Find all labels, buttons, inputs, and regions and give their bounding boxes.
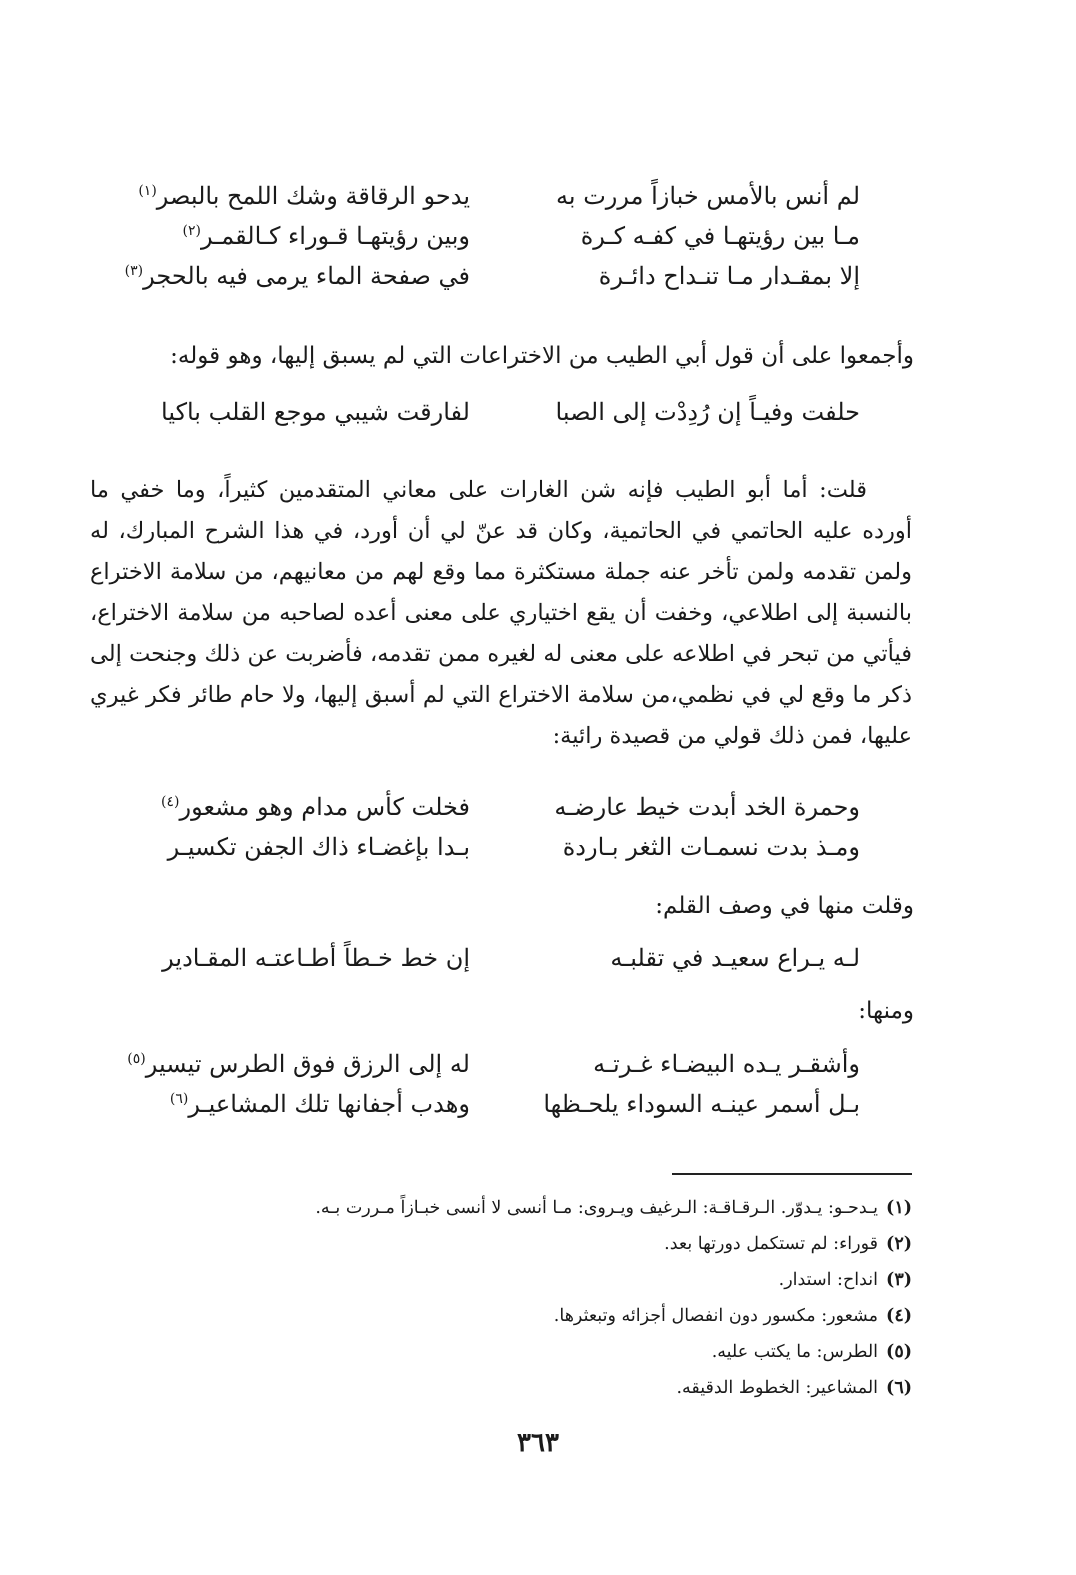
- footnote-ref[interactable]: (١): [138, 183, 157, 199]
- hemistich-text: وبين رؤيتهـا قـوراء كـالقمـر: [201, 222, 470, 250]
- hemistich-text: وهدب أجفانها تلك المشاعيـر: [188, 1090, 470, 1118]
- verse-first-hemistich: لم أنس بالأمس خبازاً مررت به: [556, 182, 860, 210]
- verse-first-hemistich: حلفت وفيـاً إن رُدِدْت إلى الصبا: [555, 398, 860, 426]
- footnote-text: مشعور: مكسور دون انفصال أجزائه وتبعثرها.: [553, 1306, 879, 1326]
- footnote-text: انداح: استدار.: [778, 1270, 879, 1290]
- verse-first-hemistich: مـا بين رؤيتهـا في كفـه كـرة: [580, 222, 860, 250]
- verse-second-hemistich: لفارقت شيبي موجع القلب باكيا: [161, 398, 470, 426]
- verse-line: [140, 938, 860, 978]
- verse-second-hemistich: [140, 222, 470, 250]
- footnote-ref[interactable]: (٦): [169, 1091, 189, 1107]
- verse-second-hemistich: [124, 262, 470, 290]
- footnote-number: (٦): [886, 1378, 912, 1398]
- footnote-number: (٥): [886, 1342, 912, 1362]
- footnote-number: (٢): [886, 1234, 912, 1254]
- verse-first-hemistich: لـه يـراع سعيـد في تقلبـه: [610, 944, 860, 972]
- footnote-item: [90, 1370, 912, 1406]
- footnote-number: (٤): [886, 1306, 912, 1326]
- footnote-ref[interactable]: (٥): [127, 1051, 146, 1067]
- hemistich-text: في صفحة الماء يرمى فيه بالحجر: [143, 262, 470, 290]
- verse-second-hemistich: إن خط خـطاً أطـاعتـه المقـادير: [162, 944, 470, 972]
- footnote-number: (٣): [886, 1270, 912, 1290]
- verse-line: [140, 1084, 860, 1124]
- footnotes: [90, 1190, 912, 1406]
- footnote-ref[interactable]: (٣): [124, 263, 144, 279]
- page-number: ٣٦٣: [517, 1428, 559, 1458]
- verse-second-hemistich: بـدا بإغضـاء ذاك الجفن تكسيـر: [167, 833, 470, 861]
- verse-second-hemistich: [140, 1090, 470, 1118]
- verse-first-hemistich: وحمرة الخد أبدت خيط عارضـه: [554, 793, 860, 821]
- verse-first-hemistich: ومـذ بدت نسمـات الثغر بـاردة: [562, 833, 860, 861]
- verse-first-hemistich: وأشقـر يـده البيضـاء غـرتـه: [593, 1050, 860, 1078]
- verse-block-top: [124, 176, 860, 296]
- footnote-item: [90, 1334, 912, 1370]
- footnote-text: قوراء: لم تستكمل دورتها بعد.: [664, 1234, 879, 1254]
- section-label-pen: وقلت منها في وصف القلم:: [655, 893, 914, 919]
- verse-first-hemistich: بـل أسمر عينـه السوداء يلحـظها: [543, 1090, 860, 1118]
- verse-line: [140, 827, 860, 867]
- footnote-ref[interactable]: (٢): [182, 223, 201, 239]
- verse-line: [124, 256, 860, 296]
- section-label-minha: ومنها:: [858, 998, 914, 1024]
- verse-first-hemistich: إلا بمقـدار مـا تنـداح دائـرة: [598, 262, 860, 290]
- verse-second-hemistich: [127, 1050, 470, 1078]
- verse-second-hemistich: [140, 182, 470, 210]
- hemistich-text: يدحو الرقاقة وشك اللمح بالبصر: [156, 182, 470, 210]
- footnote-item: [90, 1190, 912, 1226]
- footnote-text: يـدحـو: يـدوّر. الـرقـاقـة: الـرغيف ويـروى: مـا أنسى لا أنسى خبـازاً مـررت بـه.: [315, 1198, 879, 1218]
- verse-line: [140, 176, 860, 216]
- commentary-paragraph: [90, 470, 912, 757]
- verse-line: [140, 216, 860, 256]
- footnote-text: الطرس: ما يكتب عليه.: [711, 1342, 879, 1362]
- verse-block-bottom: [127, 1044, 860, 1124]
- footnote-ref[interactable]: (٤): [161, 794, 180, 810]
- verse-line: [140, 787, 860, 827]
- verse-line: [140, 392, 860, 432]
- footnote-text: المشاعير: الخطوط الدقيقه.: [676, 1378, 879, 1398]
- hemistich-text: له إلى الرزق فوق الطرس تيسير: [145, 1050, 470, 1078]
- paragraph-text: قلت: أما أبو الطيب فإنه شن الغارات على معاني المتقدمين كثيراً، وما خفي ما أورده عليه الحاتمي في الحاتمية، وكان قد عنّ لي أن أورد، في هذا الشرح المبارك، له ولمن تقدمه ولمن تأخر عنه جملة مستكثرة مما وقع لهم من معانيهم، من سلامة الاختراع بالنسبة إلى اطلاعي، وخفت أن يقع اختياري على معنى أعده لصاحبه من سلامة الاختراع، فيأتي من تبحر في اطلاعه على معنى له لغيره ممن تقدمه، فأضربت عن ذلك وجنحت إلى ذكر ما وقع لي في نظمي،من سلامة الاختراع التي لم أسبق إليها، ولا حام طائر فكر غيري عليها، فمن ذلك قولي من قصيدة رائية:: [90, 477, 912, 749]
- verse-block-middle: [140, 787, 860, 867]
- verse-second-hemistich: [140, 793, 470, 821]
- verse-block-pen: [140, 938, 860, 978]
- footnote-separator: [672, 1173, 912, 1175]
- verse-block-mutanabbi: [140, 392, 860, 432]
- intro-line: وأجمعوا على أن قول أبي الطيب من الاختراعات التي لم يسبق إليها، وهو قوله:: [170, 343, 914, 369]
- hemistich-text: فخلت كأس مدام وهو مشعور: [179, 793, 470, 821]
- footnote-number: (١): [886, 1198, 912, 1218]
- footnote-item: [90, 1262, 912, 1298]
- verse-line: [127, 1044, 860, 1084]
- footnote-item: [90, 1226, 912, 1262]
- footnote-item: [90, 1298, 912, 1334]
